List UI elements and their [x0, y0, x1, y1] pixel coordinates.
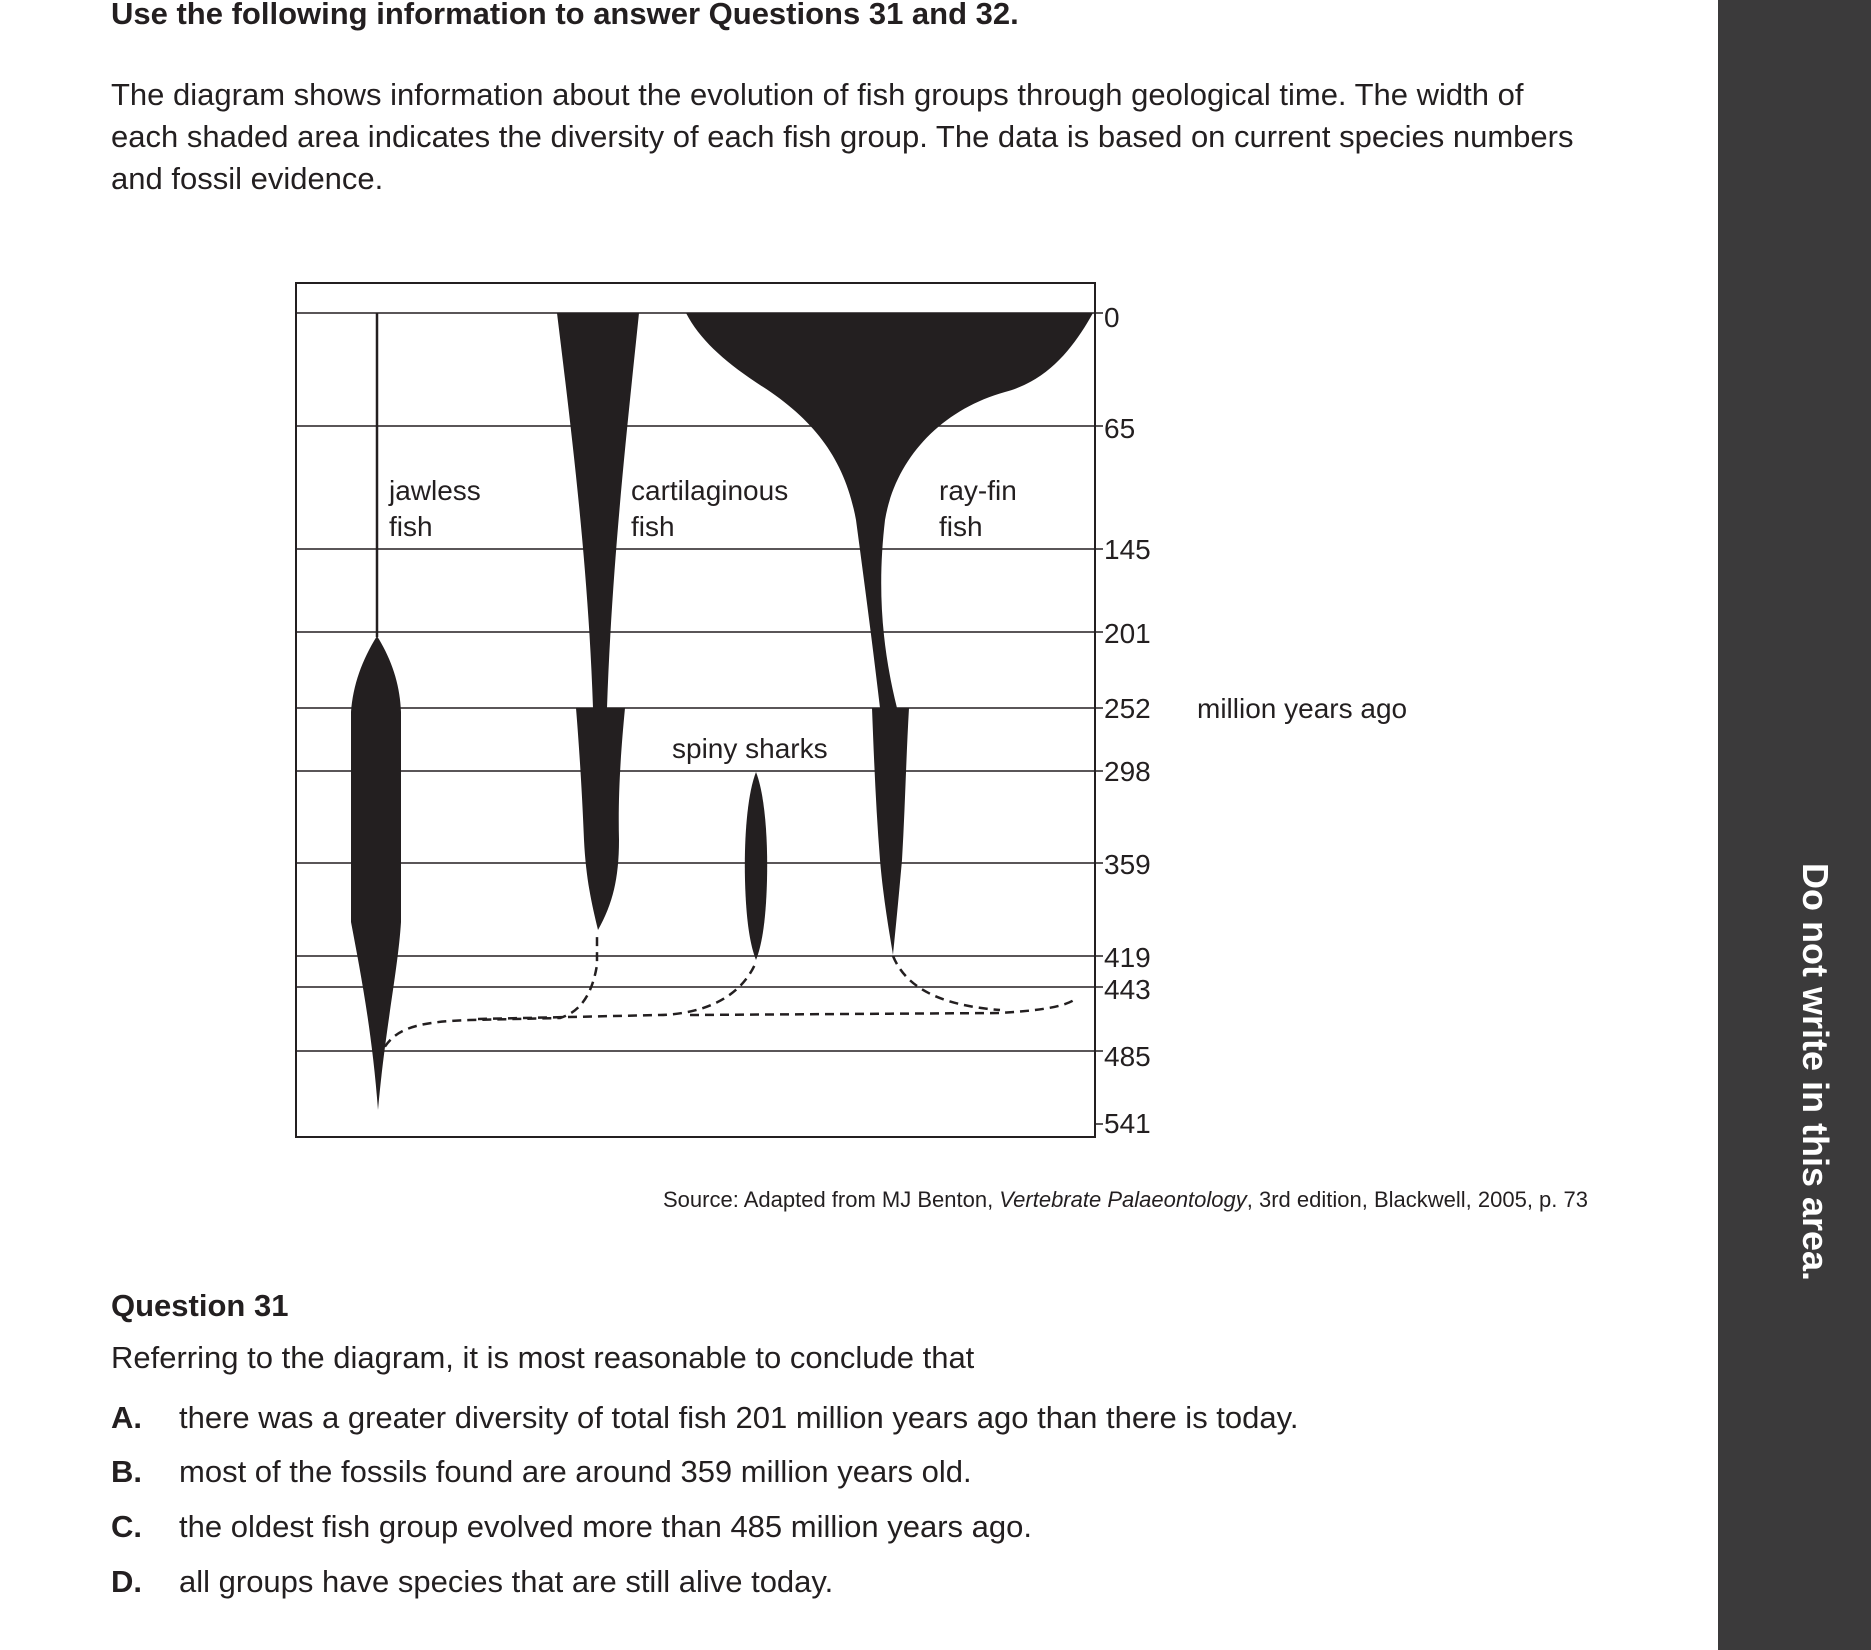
- ray-fin-fish-label: fish: [939, 511, 983, 542]
- intro-heading: Use the following information to answer Questions 31 and 32.: [111, 0, 1019, 31]
- option-c[interactable]: [111, 1507, 1032, 1547]
- tick-label: 443: [1104, 974, 1151, 1005]
- cartilaginous-fish-upper-shape: [557, 313, 639, 708]
- tick-label: 145: [1104, 534, 1151, 565]
- cartilaginous-fish-label: cartilaginous: [631, 475, 789, 506]
- spiny-sharks-label: spiny sharks: [672, 733, 828, 764]
- option-letter: C.: [111, 1509, 142, 1544]
- option-a[interactable]: [111, 1398, 1298, 1438]
- source-title: Vertebrate Palaeontology: [999, 1187, 1247, 1212]
- intro-text: The diagram shows information about the evolution of fish groups through geological time. The width of each shaded area indicates the diversity of each fish group. The data is based on current species numbers and fossil evidence.: [111, 77, 1574, 196]
- tick-label: 485: [1104, 1041, 1151, 1072]
- question-stem: Referring to the diagram, it is most reasonable to conclude that: [111, 1340, 975, 1375]
- option-letter: A.: [111, 1400, 142, 1435]
- axis-ticks: [1095, 313, 1103, 1124]
- cartilaginous-fish-label: fish: [631, 511, 675, 542]
- time-gridlines: [296, 313, 1095, 1051]
- option-d[interactable]: [111, 1562, 833, 1602]
- question-heading: Question 31: [111, 1288, 289, 1323]
- jawless-fish-label: fish: [389, 511, 433, 542]
- spiny-sharks-shape: [745, 772, 767, 960]
- source-citation: [663, 1186, 1588, 1214]
- margin-sidebar: [1718, 0, 1871, 1650]
- diagram-frame: [296, 283, 1095, 1137]
- ray-fin-fish-lower-shape: [872, 708, 909, 955]
- source-suffix: , 3rd edition, Blackwell, 2005, p. 73: [1246, 1187, 1588, 1212]
- tick-label: 419: [1104, 942, 1151, 973]
- option-b[interactable]: [111, 1452, 972, 1492]
- option-text: all groups have species that are still alive today.: [179, 1564, 834, 1599]
- tick-label: 252: [1104, 693, 1151, 724]
- option-text: there was a greater diversity of total fish 201 million years ago than there is today.: [179, 1400, 1299, 1435]
- jawless-fish-label: jawless: [389, 475, 481, 506]
- tick-label: 0: [1104, 302, 1120, 333]
- group-labels: [388, 475, 1017, 764]
- tick-label: 201: [1104, 618, 1151, 649]
- option-letter: B.: [111, 1454, 142, 1489]
- option-text: most of the fossils found are around 359 million years old.: [179, 1454, 972, 1489]
- axis-unit-label: million years ago: [1197, 693, 1408, 724]
- tick-label: 65: [1104, 413, 1136, 444]
- cartilaginous-fish-lower-shape: [576, 708, 625, 930]
- tick-label: 298: [1104, 756, 1151, 787]
- tick-label: 359: [1104, 849, 1151, 880]
- option-letter: D.: [111, 1564, 142, 1599]
- sidebar-warning-text: Do not write in this area.: [1795, 863, 1836, 1282]
- axis-tick-labels: [1104, 302, 1151, 1139]
- ray-fin-fish-label: ray-fin: [939, 475, 1017, 506]
- tick-label: 541: [1104, 1108, 1151, 1139]
- source-prefix: Source: Adapted from MJ Benton,: [663, 1187, 1000, 1212]
- option-text: the oldest fish group evolved more than 485 million years ago.: [179, 1509, 1032, 1544]
- ancestry-dashed-lines: [378, 932, 1077, 1060]
- jawless-fish-shape: [351, 636, 401, 1110]
- ray-fin-fish-upper-shape: [686, 313, 1093, 708]
